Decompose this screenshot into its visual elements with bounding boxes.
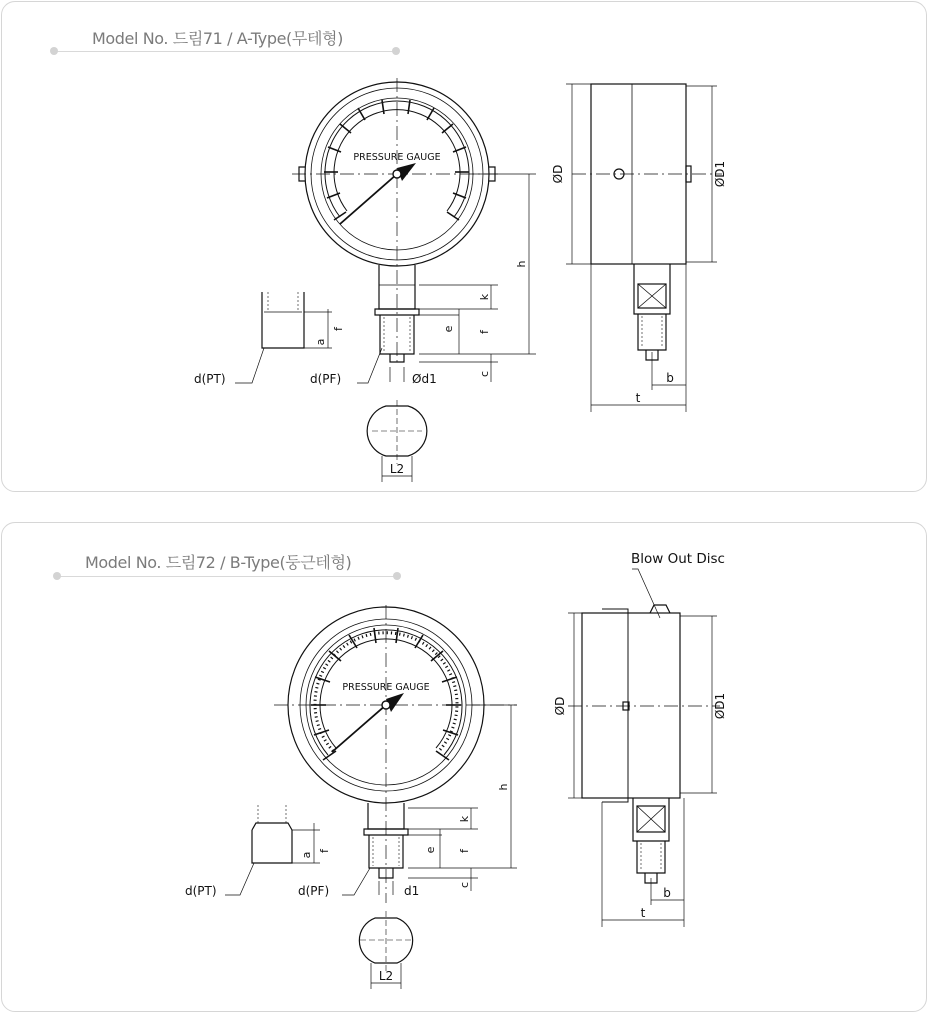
dim-l2: L2 [389, 462, 405, 476]
panel-title: Model No. 드림72 / B-Type(둥근테형) [85, 553, 352, 572]
drawing-a-type [2, 2, 927, 492]
label-d-pf: d(PF) [298, 884, 330, 898]
dim-b: b [663, 886, 671, 900]
dim-h: h [515, 260, 528, 268]
drawing-b-type [2, 523, 927, 1012]
label-d-pt: d(PT) [185, 884, 217, 898]
dim-f-pt: f [332, 327, 345, 331]
dim-t: t [635, 391, 641, 405]
pointer-needle [340, 174, 397, 224]
blow-out-disc-label: Blow Out Disc [631, 551, 725, 567]
dim-d1: d1 [404, 884, 420, 898]
dim-e: e [442, 325, 455, 333]
blow-out-disc-cap [650, 605, 670, 613]
dim-l2: L2 [378, 969, 394, 983]
pointer-hub [382, 701, 390, 709]
dial-text: PRESSURE GAUGE [353, 152, 441, 163]
dial-text: PRESSURE GAUGE [342, 682, 430, 693]
dim-b: b [666, 371, 674, 385]
panel-title: Model No. 드림71 / A-Type(무테형) [92, 29, 343, 48]
side-case [582, 613, 680, 798]
panel-b-type [1, 522, 927, 1012]
pointer-needle [332, 705, 386, 752]
label-d-pf: d(PF) [310, 372, 342, 386]
dim-c: c [458, 881, 471, 889]
dim-h: h [497, 783, 510, 791]
dim-d1: Ød1 [412, 372, 437, 386]
pointer-hub [393, 170, 401, 178]
dim-D1: ØD1 [713, 160, 727, 188]
dim-a: a [314, 338, 327, 346]
dim-f: f [478, 330, 491, 334]
dim-f-pt: f [318, 849, 331, 853]
panel-a-type [1, 1, 927, 492]
dim-D1: ØD1 [713, 692, 727, 720]
label-d-pt: d(PT) [194, 372, 226, 386]
dim-c: c [478, 370, 491, 378]
dim-k: k [478, 293, 491, 301]
dim-t: t [640, 906, 646, 920]
dim-D: ØD [553, 696, 567, 716]
pt-fitting [252, 830, 292, 863]
dim-a: a [300, 851, 313, 859]
dim-e: e [424, 846, 437, 854]
dim-D: ØD [551, 164, 565, 184]
dim-k: k [458, 815, 471, 823]
dim-f: f [458, 849, 471, 853]
